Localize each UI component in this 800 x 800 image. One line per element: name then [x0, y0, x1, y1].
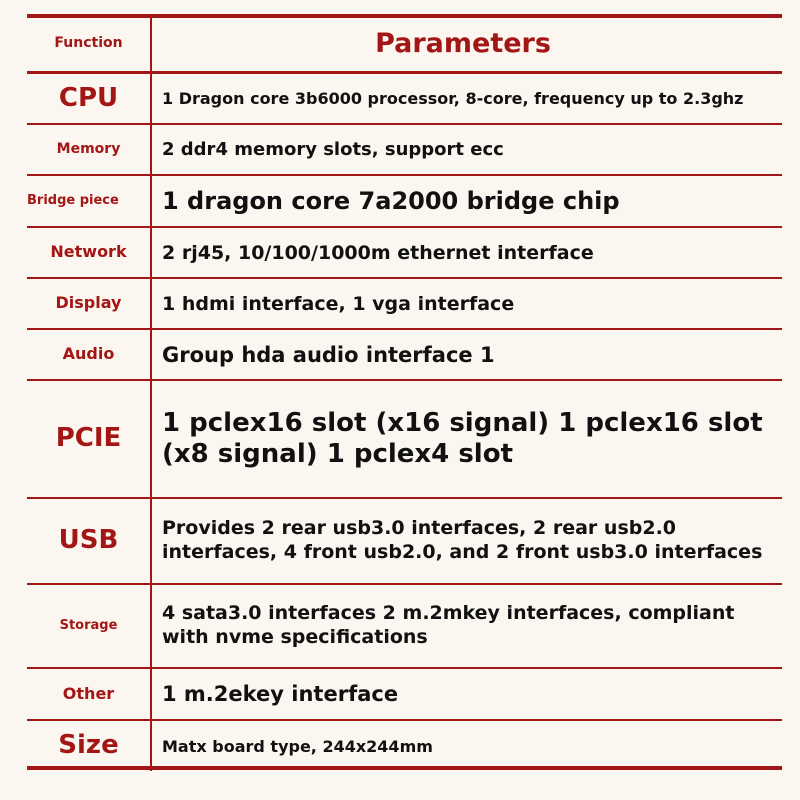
row-label-pcie: PCIE — [27, 380, 151, 498]
row-label-cpu: CPU — [27, 72, 151, 124]
row-label-network: Network — [27, 227, 151, 278]
row-label-other: Other — [27, 668, 151, 720]
row-label-audio: Audio — [27, 329, 151, 380]
row-value-bridge: 1 dragon core 7a2000 bridge chip — [151, 175, 782, 227]
table-row — [27, 329, 782, 380]
row-value-memory: 2 ddr4 memory slots, support ecc — [151, 124, 782, 175]
row-value-audio: Group hda audio interface 1 — [151, 329, 782, 380]
table-row — [27, 498, 782, 584]
row-label-usb: USB — [27, 498, 151, 584]
row-label-display: Display — [27, 278, 151, 329]
row-value-storage: 4 sata3.0 interfaces 2 m.2mkey interfaces, compliant with nvme specifications — [151, 584, 782, 668]
table-header-row — [27, 16, 782, 72]
row-label-storage: Storage — [27, 584, 151, 668]
table-row — [27, 668, 782, 720]
row-value-other: 1 m.2ekey interface — [151, 668, 782, 720]
row-value-usb: Provides 2 rear usb3.0 interfaces, 2 rear usb2.0 interfaces, 4 front usb2.0, and 2 front usb3.0 interfaces — [151, 498, 782, 584]
table-row — [27, 278, 782, 329]
row-label-bridge: Bridge piece — [27, 175, 151, 227]
parameters-table — [27, 16, 782, 771]
table-row — [27, 584, 782, 668]
parameters-header: Parameters — [151, 16, 782, 72]
row-value-cpu: 1 Dragon core 3b6000 processor, 8-core, frequency up to 2.3ghz — [151, 72, 782, 124]
table-row — [27, 720, 782, 771]
table-row — [27, 72, 782, 124]
row-value-pcie: 1 pclex16 slot (x16 signal) 1 pclex16 slot (x8 signal) 1 pclex4 slot — [151, 380, 782, 498]
bottom-rule — [27, 766, 782, 770]
table-row — [27, 380, 782, 498]
function-header: Function — [27, 16, 151, 72]
row-value-display: 1 hdmi interface, 1 vga interface — [151, 278, 782, 329]
table-row — [27, 227, 782, 278]
row-label-size: Size — [27, 720, 151, 771]
row-value-network: 2 rj45, 10/100/1000m ethernet interface — [151, 227, 782, 278]
row-value-size: Matx board type, 244x244mm — [162, 736, 433, 756]
table-row — [27, 175, 782, 227]
table-row — [27, 124, 782, 175]
row-label-memory: Memory — [27, 124, 151, 175]
